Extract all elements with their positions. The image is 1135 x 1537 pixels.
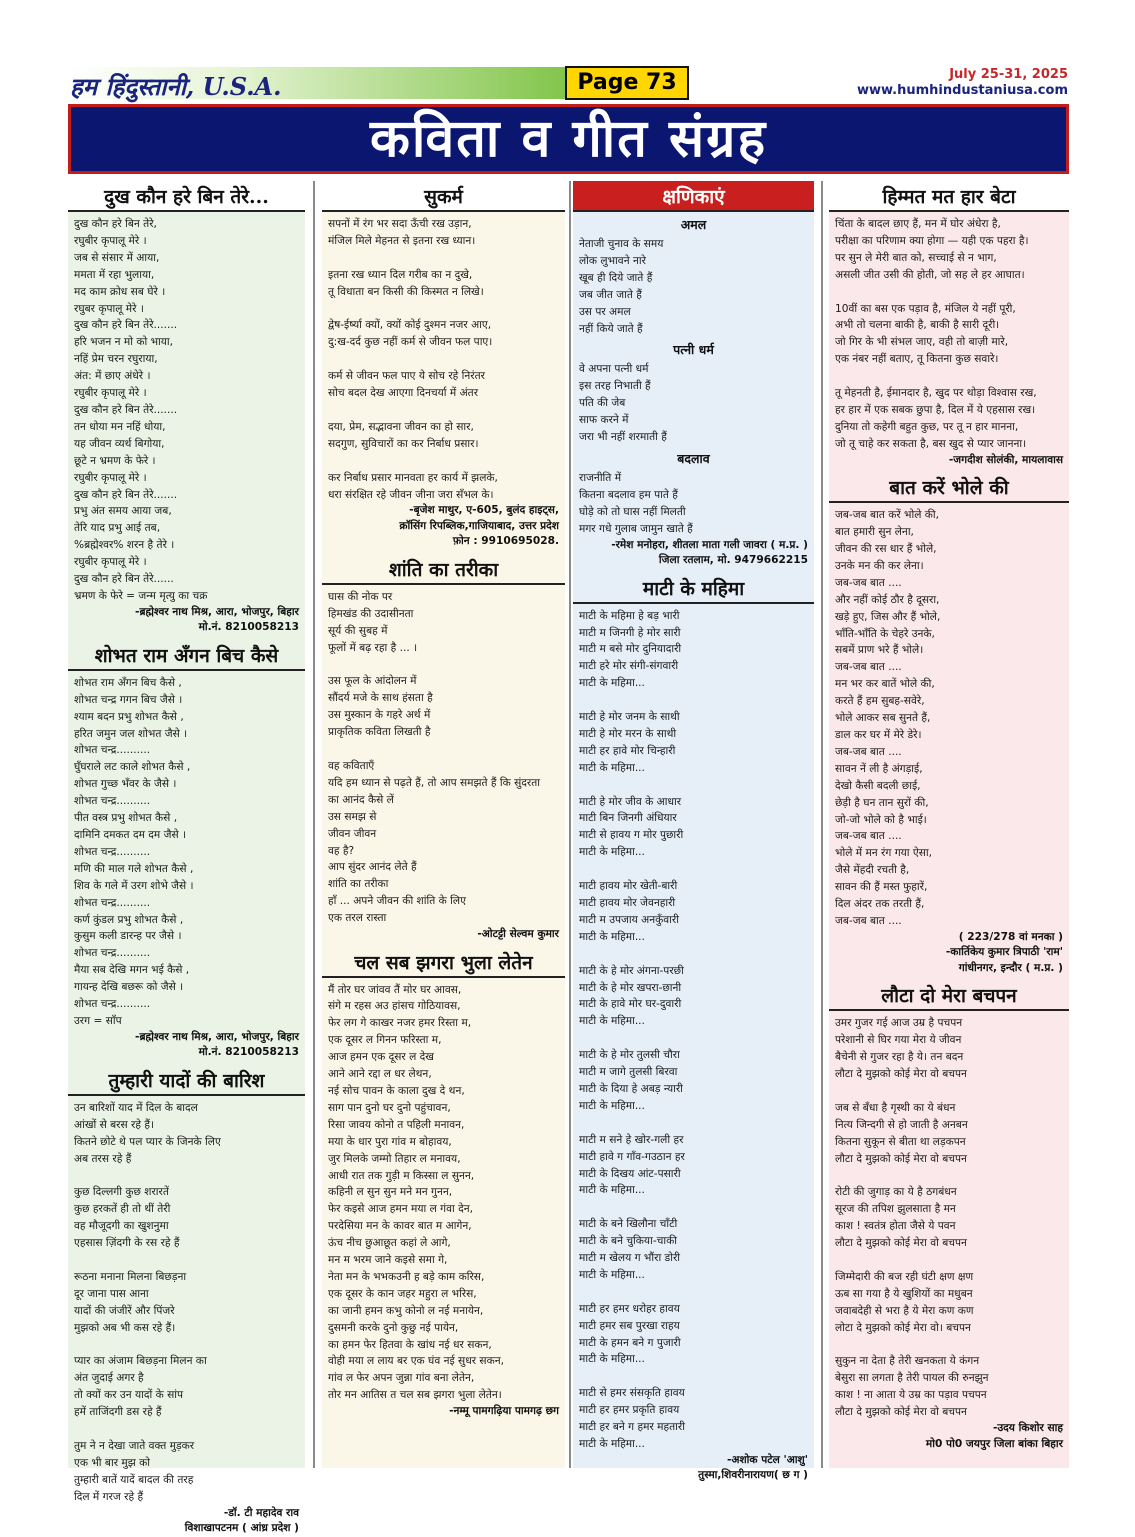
kshanika-title: बदलाव <box>677 450 710 466</box>
poem-baat-karen-bhole-ki <box>829 472 1069 976</box>
kshanika-text: वे अपना पत्नी धर्म इस तरह निभाती हैं पति की जेब साफ करने में जरा भी नहीं शरमाती हैं <box>579 363 667 444</box>
page-number: Page 73 <box>565 66 689 100</box>
poem-text: उमर गुजर गई आज उम्र है पचपन परेशानी से घिर गया मेरा ये जीवन बैचेनी से गुजर रहा है ये। तन बदन लौटा दे मुझको कोई मेरा वो बचपन जब से बँधा है गृस्थी का ये बंधन नित्य जिन्दगी से हो जाती है अनबन कितना सुकून से बीता था लड़कपन लौटा दे मुझको कोई मेरा वो बचपन रोटी की जुगाड़ का ये है ठगबंधन सूरज की तपिश झुलसाता है मन काश ! स्वतंत्र होता जैसे ये पवन लौटा दे मुझको कोई मेरा वो बचपन जिम्मेदारी की बज रही घंटी क्षण क्षण ऊब सा गया है ये खुशियों का मधुबन जवाबदेही से भरा है ये मेरा कण कण लोटा दे मुझको कोई मेरा वो। बचपन सुकुन ना देता है तेरी खनकता ये कंगन बेसुरा सा लगता है तेरी पायल की रुनझुन काश ! ना आता ये उम्र का पड़ाव पचपन लौटा दे मुझको कोई मेरा वो बचपन <box>835 1017 989 1419</box>
section-banner <box>68 104 1069 174</box>
column-3 <box>573 181 814 1482</box>
kshanika-text: राजनीति में कितना बदलाव हम पाते हैं घोड़े को तो घास नहीं मिलती मगर गधे गुलाब जामुन खाते हैं <box>579 471 693 535</box>
poem-dukh-kaun <box>68 181 305 636</box>
poem-text: मैं तोर घर जांवव तैं मोर घर आवस, संगे म रहस अउ हांसच गोठियावस, फेर लग गे काखर नजर हमर रिस्ता म, एक दूसर ल गिनन फरिस्ता म, आज हमन एक दूसर ल देख आने आने रद्दा ल धर लेथन, नई सोच पावन के काला दुख दे थन, साग पान दुनो घर दुनो पहुंचावन, रिसा जावय कोनो त पहिली मनावन, मया के धार पुरा गांव म बोहावय, जुर मिलके जम्मो तिहार ल मनावय, आधी रात तक गुड़ी म किस्सा ल सुनन, कहिनी ल सुन सुन मने मन गुनन, फेर कइसे आज हमन मया ल गंवा देन, परदेसिया मन के कावर बात म आगेन, ऊंच नीच छुआछूत कहां ले आगे, मन म भरम जाने कइसे समा गे, नेता मन के भभकउनी ह बड़े काम करिस, एक दूसर के कान जहर महुरा ल भरिस, का जानी हमन कभु कोनो ल नई मनायेन, दुसमनी करके दुनो कुछु नई पायेन, का हमन फेर हितवा के खांध नई धर सकन, वोही मया ल लाय बर एक घंव नई सुधर सकन, गांव ल फेर अपन जुन्ना गांव बना लेतेन, तोर मन आतिस त चल सब झगरा भुला लेतेन। <box>328 983 504 1402</box>
poem-title: हिम्मत मत हार बेटा <box>829 181 1069 212</box>
poem-lauta-do-bachpan <box>829 980 1069 1452</box>
poem-credit: -ब्रह्मेश्वर नाथ मिश्र, आरा, भोजपुर, बिहार मो.नं. 8210058213 <box>135 1030 299 1059</box>
poem-title: चल सब झगरा भुला लेतेन <box>322 947 565 978</box>
poem-title: लौटा दो मेरा बचपन <box>829 980 1069 1011</box>
poem-yaadon-ki-barish <box>68 1065 305 1537</box>
poem-jhagra-bhula <box>322 947 565 1420</box>
poem-text: घास की नोक पर हिमखंड की उदासीनता सूर्य की सुबह में फूलों में बढ़ रहा है ... । उस फूल के आंदोलन में सौंदर्य मजे के साथ हंसता है उस मुस्कान के गहरे अर्थ में प्राकृतिक कविता लिखती है वह कविताएँ यदि हम ध्यान से पढ़ते हैं, तो आप समझते हैं कि सुंदरता का आनंद कैसे लें उस समझ से जीवन जीवन वह है? आप सुंदर आनंद लेते हैं शांति का तरीका हाँ ... अपने जीवन की शांति के लिए एक तरल रास्ता <box>328 590 541 925</box>
issue-date: July 25-31, 2025 <box>949 67 1068 82</box>
poem-title: माटी के महिमा <box>573 573 814 604</box>
column-2 <box>322 181 565 1468</box>
kshanika-text: नेताजी चुनाव के समय लोक लुभावने नारे खूब ही दिये जाते हैं जब जीत जाते हैं उस पर अमल नहीं किये जाते हैं <box>579 238 664 335</box>
kshanika-title: पत्नी धर्म <box>673 342 714 358</box>
poem-title: तुम्हारी यादों की बारिश <box>68 1065 305 1096</box>
poem-text: जब-जब बात करें भोले की, बात हमारी सुन लेना, जीवन की रस धार हैं भोले, उनके मन की कर लेना। जब-जब बात .... और नहीं कोई ठौर है दूसरा, खड़े हुए, जिस और हैं भोले, भाँति-भाँति के चेहरे उनके, सबमें प्राण भरे हैं भोले। जब-जब बात .... मन भर कर बातें भोले की, करते हैं हम सुबह-सवेरे, भोले आकर सब सुनते हैं, डाल कर घर में मेरे डेरे। जब-जब बात .... सावन नें ली है अंगड़ाई, देखो कैसी बदली छाई, छेड़ी है घन तान सुरों की, जो-जो भोले को है भाई। जब-जब बात .... भोले में मन रंग गया ऐसा, जैसे मेंहदी रचती है, सावन की हैं मस्त फुहारें, दिल अंदर तक तरती हैं, जब-जब बात .... <box>835 509 941 927</box>
poem-credit: -बृजेश माथुर, ए-605, बुलंद हाइट्स, क्रॉसिंग रिपब्लिक,गाजियाबाद, उत्तर प्रदेश फ़ोन : 9910695028. <box>399 504 559 548</box>
poem-title: शोभत राम अँगन बिच कैसे <box>68 640 305 671</box>
poem-text: माटी के महिमा हे बड़ भारी माटी म जिनगी हे मोर सारी माटी म बसे मोर दुनियादारी माटी हरे मोर संगी-संगवारी माटी के महिमा... माटी हे मोर जनम के साथी माटी हे मोर मरन के साथी माटी हर हावे मोर चिन्हारी माटी के महिमा... माटी हे मोर जीव के आधार माटी बिन जिनगी अंधियार माटी से हावय ग मोर पुछारी माटी के महिमा... माटी हावय मोर खेती-बारी माटी हावय मोर जेवनहारी माटी म उपजाय अनकुँवारी माटी के महिमा... माटी के हे मोर अंगना-परछी माटी के हे मोर खपरा-छानी माटी के हावे मोर घर-दुवारी माटी के महिमा... माटी के हे मोर तुलसी चौरा माटी म जागे तुलसी बिरवा माटी के दिया हे अबड़ न्यारी माटी के महिमा... माटी म सने हे खोर-गली हर माटी हावे ग गाँव-गउठान हर माटी के दिखय आंट-पसारी माटी के महिमा... माटी के बने खिलौना चाँटी माटी के बने चुकिया-चाकी माटी म खेलय ग भौंरा डोरी माटी के महिमा... माटी हर हमर धरोहर हावय माटी हमर सब पुरखा राहय माटी के हमन बने ग पुजारी माटी के महिमा... माटी से हमर संसकृति हावय माटी हर हमर प्रकृति हावय माटी हर बने ग हमर महतारी माटी के महिमा... <box>579 609 685 1450</box>
poem-sukarm <box>322 181 565 550</box>
poem-credit: -डॉ. टी महादेव राव विशाखापटनम ( आंध्र प्रदेश ) <box>184 1506 299 1535</box>
website-link[interactable]: www.humhindustaniusa.com <box>856 83 1068 98</box>
column-1 <box>68 181 305 1535</box>
kshanikayen <box>573 181 814 569</box>
poem-title: सुकर्म <box>322 181 565 212</box>
poem-text: उन बारिशों याद में दिल के बादल आंखों से बरस रहे हैं। कितने छोटे थे पल प्यार के जिनके लिए अब तरस रहे हैं कुछ दिल्लगी कुछ शरारतें कुछ हरकतें ही तो थीं तेरी वह मौजूदगी का खुशनुमा एहसास ज़िंदगी के रस रहे हैं रूठना मनाना मिलना बिछड़ना दूर जाना पास आना यादों की जंजीरें और पिंजरे मुझको अब भी कस रहे हैं। प्यार का अंजाम बिछड़ना मिलन का अंत जुदाई अगर है तो क्यों कर उन यादों के सांप हमें ताजिंदगी डस रहे हैं तुम ने न देखा जाते वक्त मुड़कर एक भी बार मुझ को तुम्हारी बातें यादें बादल की तरह दिल में गरज रहे हैं <box>74 1101 221 1503</box>
column-divider <box>313 181 315 1468</box>
poem-text: दुख कौन हरे बिन तेरे, रघुबीर कृपालू मेरे । जब से संसार में आया, ममता में रहा भुलाया, मद काम क्रोध सब घेरे । रघुबर कृपालू मेरे । दुख कौन हरे बिन तेरे....... हरि भजन न मो को भाया, नहिं प्रेम चरन रघुराया, अंत: में छाए अंधेरे । रघुबीर कृपालू मेरे । दुख कौन हरे बिन तेरे....... तन धोया मन नहिं धोया, यह जीवन व्यर्थ बिगोया, छूटे न भ्रमण के फेरे । रघुबीर कृपालू मेरे । दुख कौन हरे बिन तेरे....... प्रभु अंत समय आया जब, तेरि याद प्रभु आई तब, %ब्रह्मेश्वर% शरन है तेरे । रघुबीर कृपालू मेरे । दुख कौन हरे बिन तेरे...... भ्रमण के फेरे = जन्म मृत्यु का चक्र <box>74 218 208 602</box>
poem-text: सपनों में रंग भर सदा ऊँची रख उड़ान, मंजिल मिले मेहनत से इतना रख ध्यान। इतना रख ध्यान दिल गरीब का न दुखे, तू विधाता बन किसी की किस्मत न लिखे। द्वेष-ईर्ष्या क्यों, क्यों कोई दुश्मन नजर आए, दु:ख-दर्द कुछ नहीं कर्म से जीवन फल पाए। कर्म से जीवन फल पाए ये सोच रहे निरंतर सोच बदल देख आएगा दिनचर्या में अंतर दया, प्रेम, सद्भावना जीवन का हो सार, सदगुण, सुविचारों का कर निर्बाध प्रसार। कर निर्बाध प्रसार मानवता हर कार्य में झलके, धरा संरक्षित रहे जीवन जीना जरा सँभल के। <box>328 218 498 501</box>
poem-credit: -ब्रह्मेश्वर नाथ मिश्र, आरा, भोजपुर, बिहार मो.नं. 8210058213 <box>135 605 299 634</box>
poem-text: चिंता के बादल छाए हैं, मन में घोर अंधेरा है, परीक्षा का परिणाम क्या होगा — यही एक पहरा है। पर सुन ले मेरी बात को, सच्चाई से न भाग, असली जीत उसी की होती, जो सह ले हर आघात। 10वीं का बस एक पड़ाव है, मंजिल ये नहीं पूरी, अभी तो चलना बाकी है, बाकी है सारी दूरी। जो गिर के भी संभल जाए, वही तो बाज़ी मारे, एक नंबर नहीं बताए, तू कितना कुछ सवारे। तू मेहनती है, ईमानदार है, खुद पर थोड़ा विश्वास रख, हर हार में एक सबक छुपा है, दिल में ये एहसास रख। दुनिया तो कहेगी बहुत कुछ, पर तू न हार मानना, जो तू चाहे कर सकता है, बस खुद से प्यार जानना। <box>835 218 1037 450</box>
kshanika-title: अमल <box>680 217 707 232</box>
poem-mati-ke-mahima <box>573 573 814 1484</box>
newspaper-name: हम हिंदुस्तानी, U.S.A. <box>70 72 282 101</box>
poem-title: दुख कौन हरे बिन तेरे... <box>68 181 305 212</box>
poem-title: बात करें भोले की <box>829 472 1069 503</box>
poem-credit: ( 223/278 वां मनका ) -कार्तिकेय कुमार त्रिपाठी 'राम' गांधीनगर, इन्दौर ( म.प्र. ) <box>945 930 1063 974</box>
banner-title: कविता व गीत संग्रह <box>369 109 768 169</box>
column-4 <box>829 181 1069 1468</box>
column-divider <box>821 181 823 1468</box>
kshanika-credit: -रमेश मनोहरा, शीतला माता गली जावरा ( म.प्र. ) जिला रतलाम, मो. 9479662215 <box>611 538 808 567</box>
section-title: क्षणिकाएं <box>573 181 814 212</box>
poem-shobhat-ram <box>68 640 305 1061</box>
column-divider <box>569 181 571 1468</box>
poem-credit: -अशोक पटेल 'आशु' तुस्मा,शिवरीनारायण( छ ग ) <box>698 1453 808 1482</box>
poem-shanti-ka-tarika <box>322 554 565 943</box>
poem-credit: -जगदीश सोलंकी, मायलावास <box>948 453 1063 466</box>
poem-credit: -ओटट्टी सेल्वम कुमार <box>477 928 559 941</box>
poem-text: शोभत राम अँगन बिच कैसे , शोभत चन्द्र गगन बिच जैसे । श्याम बदन प्रभु शोभत कैसे , हरित जमुन जल शोभत जैसे । शोभत चन्द्र.......... घुँघराले लट काले शोभत कैसे , शोभत गुच्छ भँवर के जैसे । शोभत चन्द्र.......... पीत वस्त्र प्रभु शोभत कैसे , दामिनि दमकत दम दम जैसे । शोभत चन्द्र.......... मणि की माल गले शोभत कैसे , शिव के गले में उरग शोभे जैसे । शोभत चन्द्र.......... कर्ण कुंडल प्रभु शोभत कैसे , कुसुम कली डारन्ह पर जैसे । शोभत चन्द्र.......... मैया सब देखि मगन भई कैसे , गायन्ह देखि बछरू को जैसे । शोभत चन्द्र.......... उरग = साँप <box>74 676 194 1027</box>
poem-title: शांति का तरीका <box>322 554 565 585</box>
poem-himmat-mat-haar <box>829 181 1069 468</box>
poem-credit: -नम्मू पामगढ़िया पामगढ़ छग <box>449 1405 559 1418</box>
poem-credit: -उदय किशोर साह मो0 पो0 जयपुर जिला बांका बिहार <box>925 1422 1063 1450</box>
